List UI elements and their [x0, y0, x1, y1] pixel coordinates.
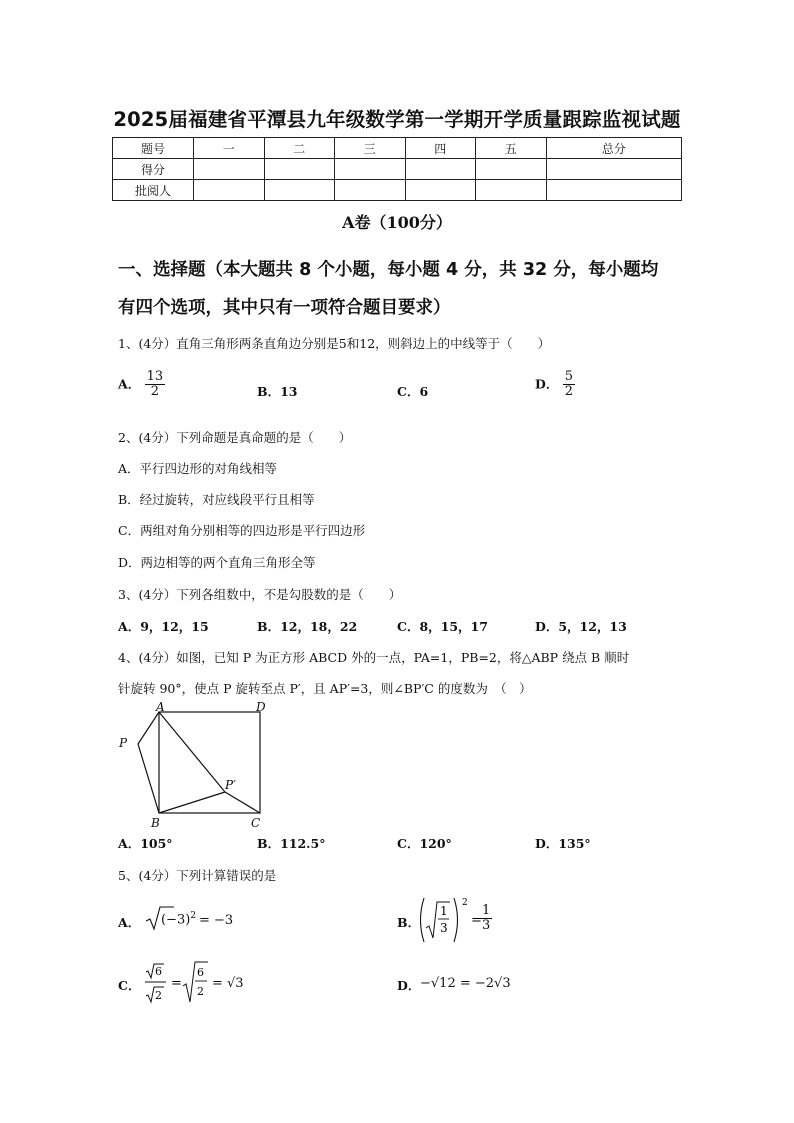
q2-option-b: B．经过旋转，对应线段平行且相等 — [118, 492, 315, 507]
q2-option-c: C．两组对角分别相等的四边形是平行四边形 — [118, 523, 366, 538]
q3-option-c: C．8，15，17 — [397, 619, 488, 634]
q4-option-c: C．120° — [397, 836, 452, 851]
q5-a-radicand — [161, 911, 196, 927]
question-3-stem: 3、(4分）下列各组数中，不是勾股数的是（ ） — [118, 587, 402, 602]
label-p: P — [119, 736, 128, 750]
q1-option-b: B．13 — [257, 384, 298, 399]
triangle-abp-edges — [138, 712, 159, 813]
label-p-prime: P′ — [225, 778, 236, 792]
score-cell — [476, 159, 547, 180]
row-label: 得分 — [113, 159, 194, 180]
denominator: 3 — [482, 918, 491, 934]
q5-d-expression: −√12 = −2√3 — [420, 976, 511, 991]
q4-option-b: B．112.5° — [257, 836, 326, 851]
numerator: 13 — [146, 369, 164, 384]
q5-option-c-label: C． — [118, 978, 141, 993]
label-d: D — [256, 700, 266, 714]
q4-option-d: D．135° — [535, 836, 591, 851]
section-heading-line2: 有四个选项，其中只有一项符合题目要求） — [118, 298, 451, 318]
denominator: 2 — [150, 384, 159, 400]
header-cell: 四 — [405, 138, 476, 159]
q1-option-d — [535, 370, 575, 400]
q5-a-result: = −3 — [199, 913, 234, 928]
radicand: (−3) — [161, 912, 191, 928]
q3-option-b: B．12，18，22 — [257, 619, 358, 634]
section-a-title: A卷（100分） — [342, 213, 452, 232]
section-heading-line1: 一、选择题（本大题共 8 个小题，每小题 4 分，共 32 分，每小题均 — [118, 260, 659, 280]
score-cell — [264, 180, 335, 201]
numerator: 1 — [482, 903, 491, 918]
score-cell — [405, 159, 476, 180]
svg-text:3: 3 — [440, 921, 448, 935]
row-label: 批阅人 — [113, 180, 194, 201]
score-table — [112, 137, 682, 201]
score-cell — [405, 180, 476, 201]
reviewer-row — [113, 180, 682, 201]
q5-c-result: = √3 — [212, 976, 244, 991]
label-c: C — [251, 816, 261, 830]
score-cell — [476, 180, 547, 201]
q1-option-a — [118, 370, 165, 400]
question-1-stem: 1、(4分）直角三角形两条直角边分别是5和12，则斜边上的中线等于（ ） — [118, 336, 551, 351]
svg-text:2: 2 — [155, 989, 162, 1002]
score-table-header-row — [113, 138, 682, 159]
svg-text:6: 6 — [155, 965, 162, 978]
header-cell: 题号 — [113, 138, 194, 159]
score-cell — [194, 159, 265, 180]
header-cell: 三 — [335, 138, 406, 159]
score-cell — [335, 159, 406, 180]
q2-option-d: D．两边相等的两个直角三角形全等 — [118, 555, 316, 570]
svg-text:6: 6 — [197, 966, 204, 979]
question-2-stem: 2、(4分）下列命题是真命题的是（ ） — [118, 430, 352, 445]
q5-b-expression — [416, 896, 506, 946]
q4-option-a: A．105° — [118, 836, 173, 851]
denominator: 2 — [564, 384, 573, 400]
label-b: B — [151, 816, 160, 830]
header-cell: 总分 — [546, 138, 682, 159]
score-cell — [194, 180, 265, 201]
svg-text:=: = — [171, 976, 182, 991]
q5-option-b-label: B． — [397, 915, 421, 930]
q5-option-d-label: D． — [397, 978, 421, 993]
question-4-stem-line2: 针旋转 90°，使点 P 旋转至点 P′，且 AP′=3，则∠BP′C 的度数为 （ ） — [118, 681, 532, 696]
q3-option-d: D．5，12，13 — [535, 619, 627, 634]
q5-option-a-label: A． — [118, 915, 141, 930]
svg-text:1: 1 — [440, 904, 448, 918]
header-cell: 一 — [194, 138, 265, 159]
header-cell: 二 — [264, 138, 335, 159]
score-row — [113, 159, 682, 180]
score-cell — [264, 159, 335, 180]
exponent: 2 — [190, 911, 197, 921]
svg-text:2: 2 — [197, 985, 204, 998]
label-a: A — [156, 700, 165, 714]
q3-option-a: A．9，12，15 — [118, 619, 209, 634]
header-cell: 五 — [476, 138, 547, 159]
q1-option-c: C．6 — [397, 384, 429, 399]
question-5-stem: 5、(4分）下列计算错误的是 — [118, 868, 277, 883]
svg-text:2: 2 — [462, 898, 468, 908]
segment-ap-prime — [159, 712, 225, 792]
score-cell — [546, 159, 682, 180]
q2-option-a: A．平行四边形的对角线相等 — [118, 461, 278, 476]
fraction — [563, 370, 575, 400]
score-cell — [335, 180, 406, 201]
fraction — [145, 370, 166, 400]
score-cell — [546, 180, 682, 201]
question-4-stem-line1: 4、(4分）如图，已知 P 为正方形 ABCD 外的一点，PA=1，PB=2，将△ABP 绕点 B 顺时 — [118, 650, 630, 665]
segment-bp-prime — [159, 792, 225, 813]
exam-title: 2025届福建省平潭县九年级数学第一学期开学质量跟踪监视试题 — [113, 108, 681, 131]
square-abcd — [159, 712, 260, 813]
option-label: A． — [118, 376, 141, 392]
option-label: D． — [535, 376, 559, 392]
q5-b-result — [480, 904, 492, 934]
segment-p-prime-c — [225, 792, 260, 813]
numerator: 5 — [564, 369, 573, 384]
svg-text:=: = — [471, 913, 482, 928]
